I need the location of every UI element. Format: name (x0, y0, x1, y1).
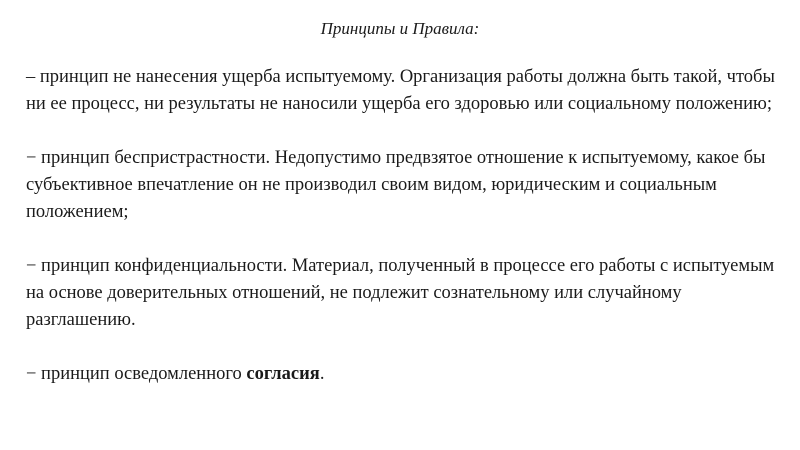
principle-informed-consent (26, 361, 776, 388)
slide-title: Принципы и Правила: (320, 19, 480, 38)
principle-informed-consent-end: . (319, 364, 325, 384)
principle-informed-consent-text: − принцип осведомленного (26, 364, 247, 384)
consent-word: согласия (246, 364, 320, 384)
principle-no-harm: – принцип не нанесения ущерба испытуемому. Организация работы должна быть такой, чтобы ни ее процесс, ни результаты не наносили ущерба его здоровью или социальному положению; (26, 67, 775, 114)
principle-confidentiality: − принцип конфиденциальности. Материал, полученный в процессе его работы с испытуемым на основе доверительных отношений, не подлежит сознательному или случайному разглашению. (26, 256, 775, 330)
principle-impartiality: − принцип беспристрастности. Недопустимо предвзятое отношение к испытуемому, какое бы субъективное впечатление он не производил своим видом, юридическим и социальным положением; (26, 148, 766, 222)
slide-body (26, 64, 776, 388)
